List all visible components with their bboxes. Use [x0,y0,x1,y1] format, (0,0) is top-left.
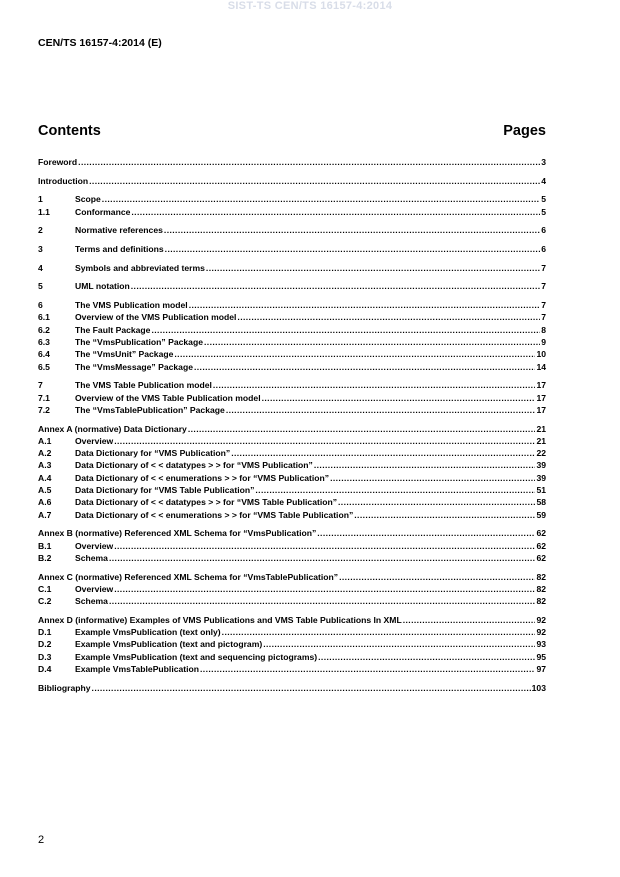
toc-entry-number: A.7 [38,509,52,520]
toc-entry-page: 22 [536,448,546,459]
toc-entry-title: Data Dictionary of < < datatypes > > for “VMS Table Publication” [75,497,338,508]
toc-entry-title: Conformance [75,206,131,217]
toc-entry-page: 5 [541,206,546,217]
toc-entry-page: 7 [541,281,546,292]
toc-leader-dots [89,175,540,187]
toc-entry[interactable] [38,472,546,484]
toc-group-introduction [38,175,546,187]
toc-entry-number: A.5 [38,485,52,496]
toc-entry-title: Annex D (informative) Examples of VMS Publications and VMS Table Publications In XML [38,614,402,625]
toc-entry-page: 82 [536,583,546,594]
toc-entry-bibliography[interactable] [38,682,546,694]
toc-entry[interactable] [38,404,546,416]
toc-entry-title: Terms and definitions [75,244,164,255]
toc-entry-number: 7.2 [38,404,50,415]
toc-group-scope [38,193,546,218]
toc-entry[interactable] [38,392,546,404]
toc-group-5 [38,280,546,292]
toc-entry-number: A.6 [38,497,52,508]
toc-entry-title: The VMS Publication model [75,300,188,311]
toc-group-annex-b [38,527,546,564]
toc-entry[interactable] [38,348,546,360]
toc-entry-title: Annex C (normative) Referenced XML Schema for “VmsTablePublication” [38,571,339,582]
toc-leader-dots [255,484,535,496]
toc-entry-page: 92 [536,627,546,638]
toc-entry-page: 103 [531,682,546,693]
toc-entry-number: C.1 [38,583,52,594]
toc-entry-page: 97 [536,664,546,675]
toc-leader-dots [164,224,540,236]
toc-entry-number: 7.1 [38,392,50,403]
toc-group-annex-a [38,423,546,521]
toc-entry-page: 62 [536,540,546,551]
toc-group-foreword [38,156,546,168]
toc-entry[interactable] [38,379,546,391]
toc-entry-title: The “VmsMessage” Package [75,361,193,372]
toc-entry-number: 6.2 [38,324,50,335]
toc-entry[interactable] [38,262,546,274]
toc-entry-title: Annex A (normative) Data Dictionary [38,423,187,434]
toc-entry[interactable] [38,280,546,292]
toc-leader-dots [131,206,540,218]
toc-entry-number: A.1 [38,435,52,446]
toc-leader-dots [78,156,540,168]
toc-leader-dots [237,311,540,323]
toc-entry-number: 4 [38,262,43,273]
toc-entry-title: Data Dictionary of < < enumerations > > for “VMS Publication” [75,472,330,483]
toc-entry-title: Example VmsPublication (text and sequencing pictograms) [75,651,318,662]
toc-leader-dots [226,404,536,416]
toc-entry[interactable] [38,509,546,521]
toc-group-4 [38,262,546,274]
toc-leader-dots [114,540,535,552]
toc-entry-number: 1 [38,194,43,205]
toc-leader-dots [206,262,540,274]
toc-leader-dots [339,571,535,583]
toc-entry-title: Example VmsTablePublication [75,664,200,675]
toc-entry[interactable] [38,311,546,323]
toc-entry-title: Overview [75,540,114,551]
toc-entry[interactable] [38,651,546,663]
toc-entry[interactable] [38,583,546,595]
toc-leader-dots [263,638,535,650]
toc-leader-dots [231,447,535,459]
toc-entry-page: 17 [536,392,546,403]
toc-entry-page: 6 [541,244,546,255]
toc-entry-title: Schema [75,596,108,607]
toc-entry-page: 59 [536,509,546,520]
toc-entry-number: 1.1 [38,206,50,217]
toc-entry[interactable] [38,243,546,255]
toc-leader-dots [151,324,540,336]
toc-entry-title: Symbols and abbreviated terms [75,262,205,273]
toc-entry-page: 39 [536,472,546,483]
toc-entry-number: C.2 [38,596,52,607]
toc-leader-dots [109,552,535,564]
toc-entry-page: 58 [536,497,546,508]
toc-leader-dots [194,361,535,373]
toc-entry-number: D.2 [38,639,52,650]
toc-entry-page: 5 [541,194,546,205]
toc-entry-number: 5 [38,281,43,292]
toc-entry-title: Schema [75,552,108,563]
toc-entry[interactable] [38,540,546,552]
toc-entry-title: Bibliography [38,682,91,693]
toc-entry[interactable] [38,484,546,496]
page-number: 2 [38,834,45,846]
toc-entry-page: 39 [536,460,546,471]
table-of-contents [38,156,546,700]
toc-leader-dots [92,682,531,694]
toc-entry-title: Data Dictionary of < < datatypes > > for “VMS Publication” [75,460,313,471]
toc-entry-title: Example VmsPublication (text and pictogram) [75,639,263,650]
toc-entry-title: Overview of the VMS Publication model [75,312,237,323]
toc-leader-dots [213,379,536,391]
toc-entry[interactable] [38,447,546,459]
contents-title: Contents [38,123,101,139]
toc-entry-number: 7 [38,380,43,391]
toc-entry[interactable] [38,496,546,508]
toc-entry-page: 51 [536,485,546,496]
toc-entry-page: 62 [536,552,546,563]
toc-entry-page: 7 [541,312,546,323]
toc-entry[interactable] [38,626,546,638]
toc-entry-page: 82 [536,596,546,607]
toc-entry-number: A.3 [38,460,52,471]
toc-leader-dots [188,423,536,435]
toc-entry-title: The VMS Table Publication model [75,380,212,391]
toc-entry[interactable] [38,324,546,336]
toc-leader-dots [114,583,535,595]
toc-leader-dots [314,459,536,471]
toc-entry-page: 62 [536,528,546,539]
toc-entry[interactable] [38,336,546,348]
contents-heading [38,123,546,139]
toc-entry-number: A.2 [38,448,52,459]
toc-entry-page: 95 [536,651,546,662]
toc-entry-title: Foreword [38,157,78,167]
toc-entry[interactable] [38,361,546,373]
toc-leader-dots [204,336,540,348]
toc-entry[interactable] [38,595,546,607]
toc-leader-dots [318,651,535,663]
toc-entry-title: The “VmsTablePublication” Package [75,404,225,415]
toc-entry-number: 6.4 [38,349,50,360]
toc-entry-annex[interactable] [38,423,546,435]
toc-entry-annex[interactable] [38,614,546,626]
toc-group-bibliography [38,682,546,694]
toc-entry-number: D.3 [38,651,52,662]
toc-entry-page: 9 [541,337,546,347]
toc-entry-page: 8 [541,324,546,335]
toc-entry[interactable] [38,459,546,471]
document-id: CEN/TS 16157-4:2014 (E) [38,37,162,49]
toc-group-annex-c [38,571,546,608]
toc-entry-number: A.4 [38,472,52,483]
pages-label: Pages [503,123,546,139]
toc-entry-title: Overview [75,583,114,594]
toc-entry-number: 6.1 [38,312,50,323]
toc-entry-title: The “VmsPublication” Package [75,337,203,347]
toc-entry-title: Scope [75,194,101,205]
toc-leader-dots [200,663,535,675]
toc-entry[interactable] [38,206,546,218]
toc-entry-page: 3 [541,157,546,167]
toc-leader-dots [330,472,535,484]
toc-leader-dots [174,348,535,360]
toc-entry-title: UML notation [75,281,130,292]
toc-entry-title: Overview of the VMS Table Publication model [75,392,261,403]
toc-entry-page: 21 [536,423,546,434]
toc-entry-introduction[interactable] [38,175,546,187]
toc-entry[interactable] [38,299,546,311]
toc-entry-title: Introduction [38,175,89,186]
watermark: SIST-TS CEN/TS 16157-4:2014 [227,0,393,12]
toc-entry-title: Data Dictionary of < < enumerations > > for “VMS Table Publication” [75,509,354,520]
toc-entry[interactable] [38,663,546,675]
toc-group-7 [38,379,546,416]
toc-entry-number: 2 [38,225,43,236]
toc-leader-dots [189,299,541,311]
toc-entry-number: D.1 [38,627,52,638]
toc-entry-page: 6 [541,225,546,236]
toc-entry-title: Normative references [75,225,163,236]
toc-entry-page: 7 [541,300,546,311]
toc-entry-number: B.1 [38,540,52,551]
toc-entry-title: The Fault Package [75,324,151,335]
toc-entry-title: Example VmsPublication (text only) [75,627,221,638]
toc-entry-number: B.2 [38,552,52,563]
toc-entry-number: 6 [38,300,43,311]
toc-entry-title: The “VmsUnit” Package [75,349,174,360]
toc-entry-foreword[interactable] [38,156,546,168]
toc-entry[interactable] [38,638,546,650]
toc-entry-title: Data Dictionary for “VMS Table Publication” [75,485,255,496]
toc-entry-page: 14 [536,361,546,372]
toc-entry-page: 21 [536,435,546,446]
toc-entry-annex[interactable] [38,571,546,583]
toc-leader-dots [338,496,535,508]
toc-group-annex-d [38,614,546,675]
toc-group-3 [38,243,546,255]
toc-entry-page: 82 [536,571,546,582]
toc-leader-dots [354,509,535,521]
toc-group-6 [38,299,546,373]
toc-entry-page: 4 [541,175,546,186]
toc-leader-dots [403,614,536,626]
toc-leader-dots [131,280,540,292]
toc-entry-title: Annex B (normative) Referenced XML Schema for “VmsPublication” [38,528,317,539]
toc-entry[interactable] [38,193,546,205]
toc-leader-dots [262,392,536,404]
toc-entry-number: 6.5 [38,361,50,372]
toc-entry-number: 6.3 [38,337,50,347]
toc-entry-page: 92 [536,614,546,625]
toc-entry-page: 17 [536,380,546,391]
toc-leader-dots [109,595,535,607]
toc-entry[interactable] [38,224,546,236]
toc-leader-dots [165,243,541,255]
toc-leader-dots [222,626,536,638]
toc-entry-page: 10 [536,349,546,360]
toc-group-2 [38,224,546,236]
toc-leader-dots [114,435,535,447]
toc-entry-title: Data Dictionary for “VMS Publication” [75,448,231,459]
toc-entry-page: 93 [536,639,546,650]
toc-entry[interactable] [38,435,546,447]
toc-entry-number: 3 [38,244,43,255]
toc-entry-annex[interactable] [38,527,546,539]
toc-entry-page: 17 [536,404,546,415]
toc-leader-dots [317,527,535,539]
toc-entry[interactable] [38,552,546,564]
toc-entry-page: 7 [541,262,546,273]
toc-entry-number: D.4 [38,664,52,675]
toc-entry-title: Overview [75,435,114,446]
toc-leader-dots [102,193,540,205]
